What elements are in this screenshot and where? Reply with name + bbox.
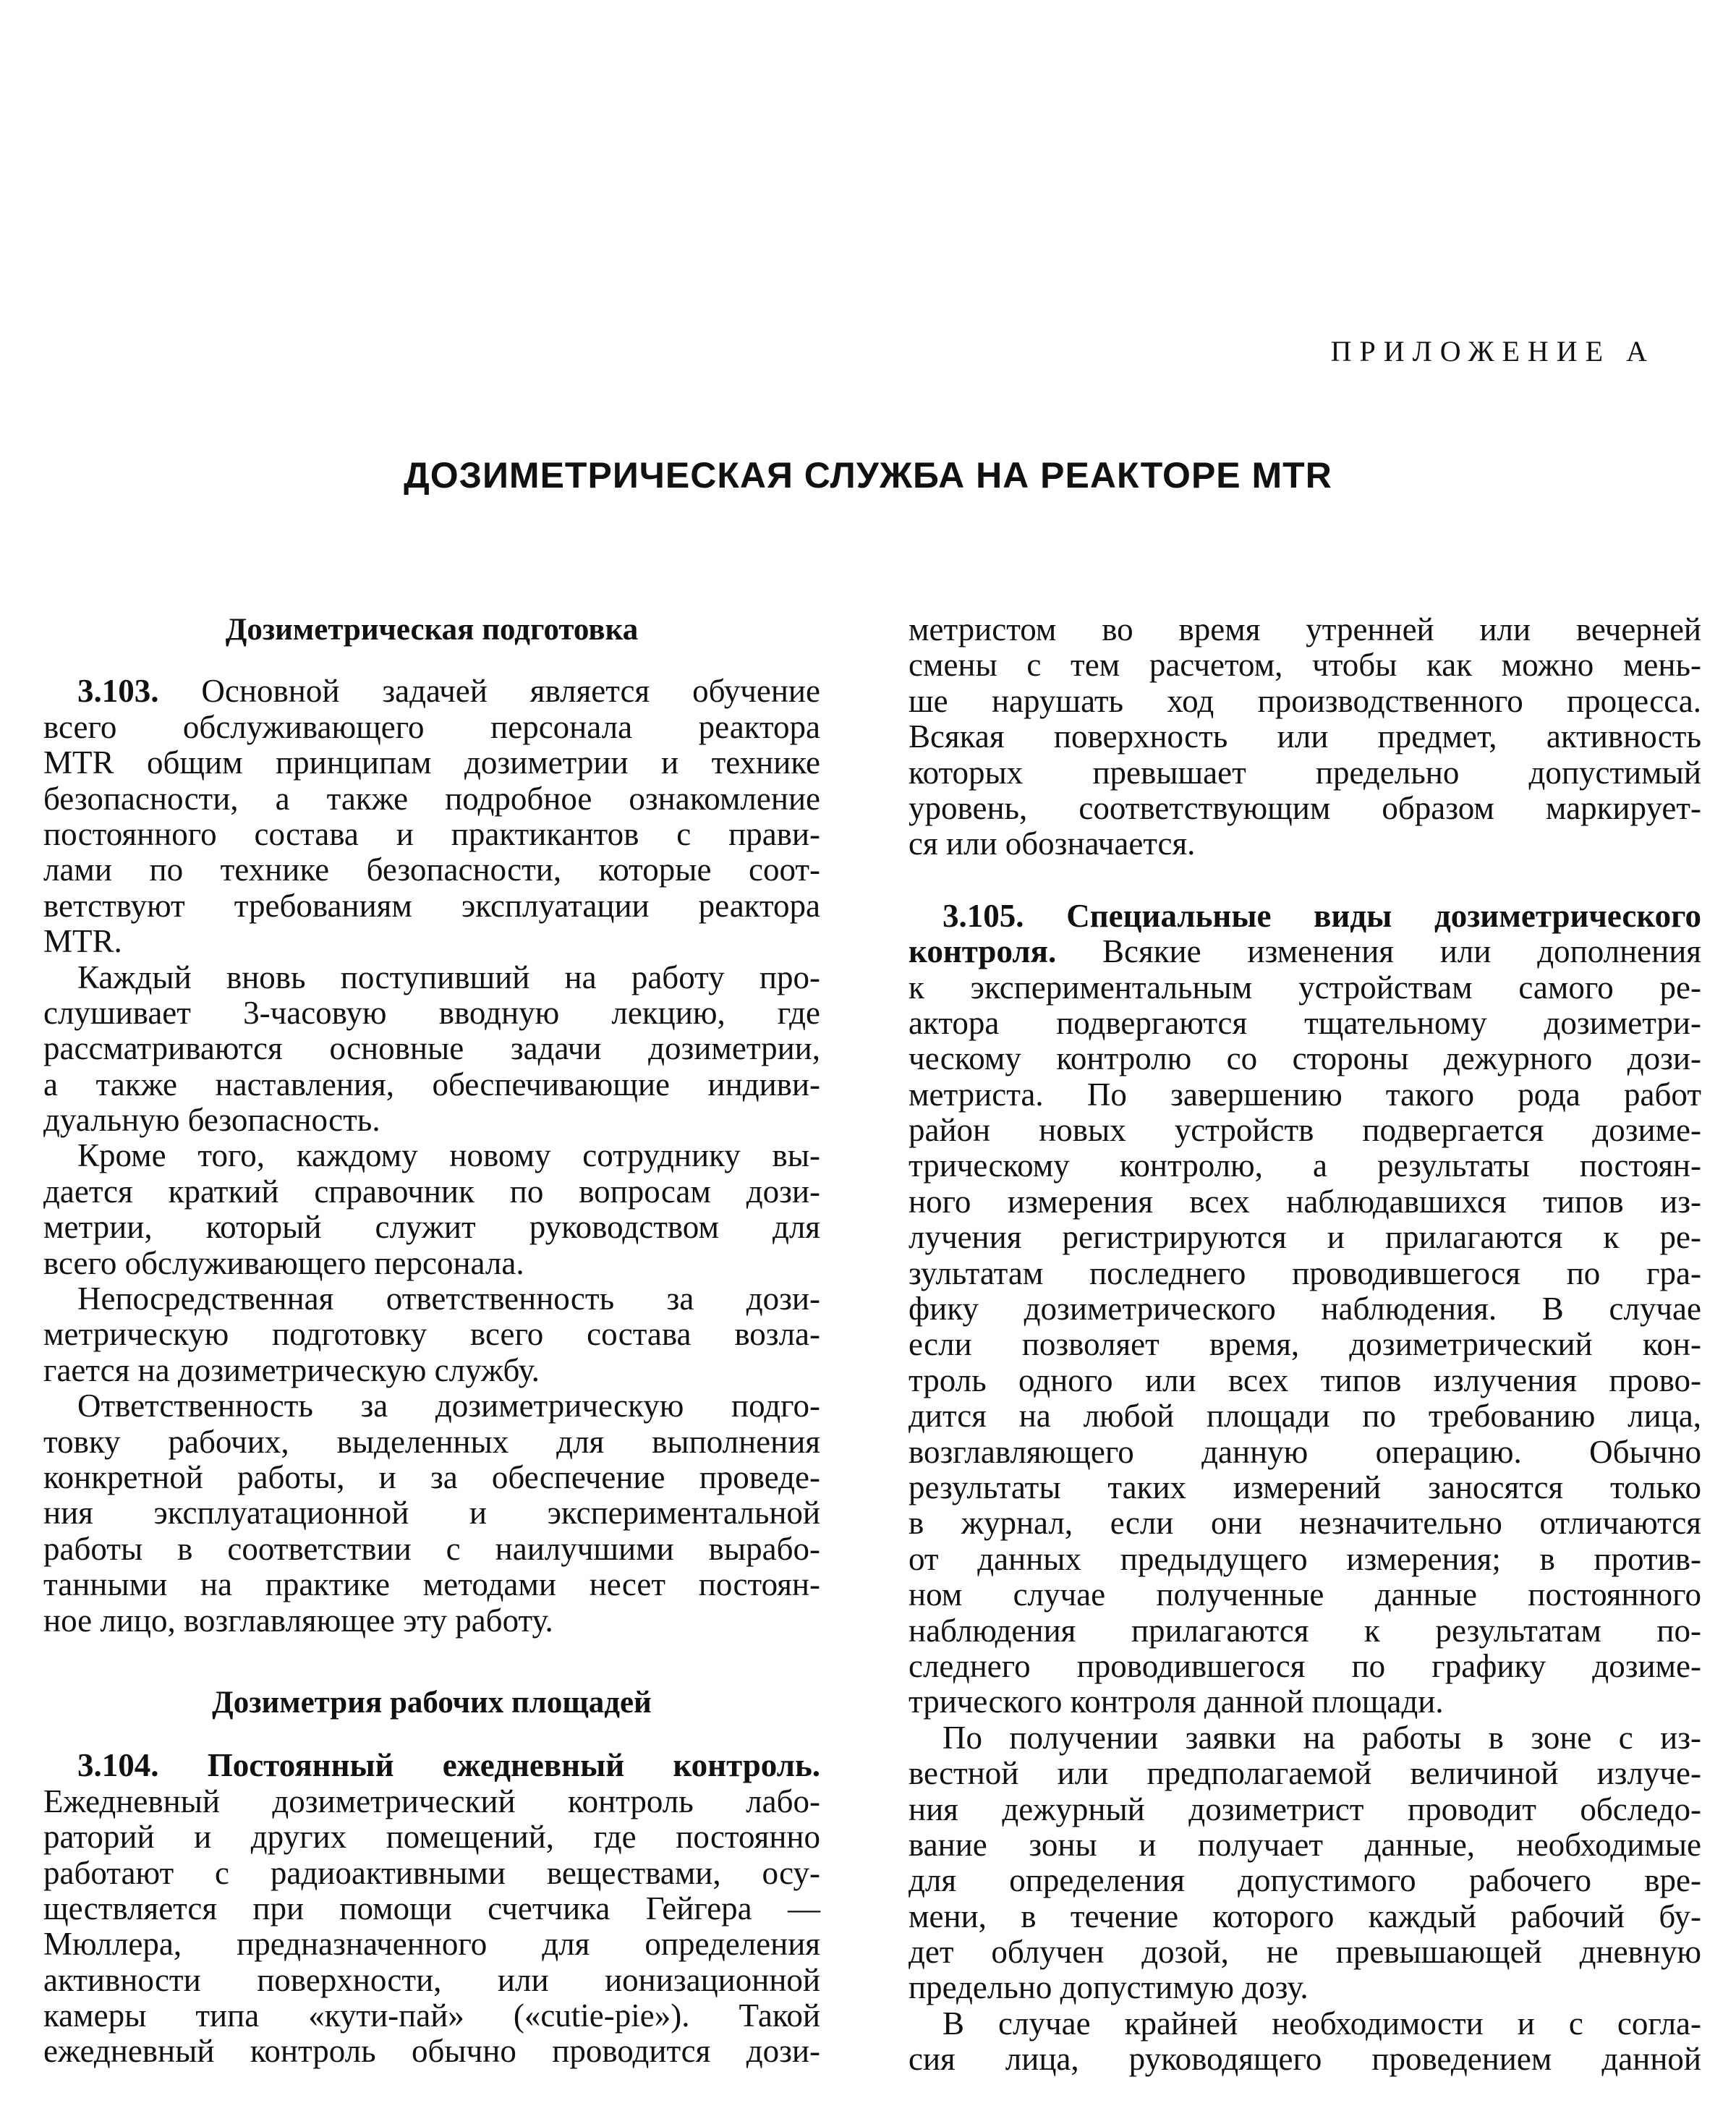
text-line [43,781,820,817]
text-line [43,1748,820,1783]
line-text: метристом во время утренней или вечерней [909,611,1701,647]
paragraph [43,1388,820,1639]
line-text: если позволяет время, дозиметрический кон- [909,1326,1701,1363]
line-text: уровень, соответствующим образом маркирует- [909,789,1701,826]
paragraph-gap [909,862,1701,899]
line-text: постоянного состава и практикантов с прави- [43,815,820,852]
line-text: дуальную безопасность. [43,1102,380,1139]
text-line [909,1863,1701,1898]
text-line [909,791,1701,826]
section-heading: Дозиметрия рабочих площадей [212,1685,652,1720]
paragraph [43,1748,820,2070]
text-line [909,1113,1701,1148]
line-text: ше нарушать ход производственного процесса. [909,682,1701,719]
text-line [909,2042,1701,2077]
text-line [909,899,1701,934]
bold-lead: 3.103. [77,673,159,710]
line-text: возглавляющего данную операцию. Обычно [909,1433,1701,1470]
line-text: вание зоны и получает данные, необходимые [909,1826,1701,1863]
text-line [43,1103,820,1138]
line-text: наблюдения прилагаются к результатам по- [909,1612,1701,1649]
line-text: танными на практике методами несет постоян- [43,1566,820,1603]
line-text: Непосредственная ответственность за дози- [77,1280,820,1317]
line-text: рассматриваются основные задачи дозиметрии, [43,1030,820,1067]
text-line [909,1363,1701,1398]
line-text: Всякая поверхность или предмет, активность [909,718,1701,755]
line-text: следнего проводившегося по графику дозиме- [909,1647,1701,1684]
line-text: MTR общим принципам дозиметрии и технике [43,744,820,781]
line-text: Мюллера, предназначенного для определения [43,1926,820,1963]
text-line [909,1649,1701,1684]
line-text: ного измерения всех наблюдавшихся типов из- [909,1183,1701,1220]
text-line [43,1856,820,1891]
line-text: ния дежурный дозиметрист проводит обследо- [909,1790,1701,1827]
line-text: Ответственность за дозиметрическую подго- [77,1388,820,1424]
line-text: всего обслуживающего персонала. [43,1244,524,1281]
text-line [909,612,1701,647]
line-text: гается на дозиметрическую службу. [43,1351,540,1388]
text-line [909,1327,1701,1362]
line-text: Основной задачей является обучение [158,673,820,710]
text-line [43,960,820,995]
paragraph [909,1720,1701,2006]
page-title: ДОЗИМЕТРИЧЕСКАЯ СЛУЖБА НА РЕАКТОРЕ MTR [404,455,1332,496]
text-line [43,852,820,888]
text-line [43,1567,820,1602]
text-line [909,2006,1701,2042]
text-line [909,647,1701,683]
line-text: результаты таких измерений заносятся только [909,1469,1701,1505]
line-text: метриста. По завершению такого рода работ [909,1076,1701,1113]
appendix-label: ПРИЛОЖЕНИЕ А [1330,335,1655,368]
line-text: работы в соответствии с наилучшими вырабо- [43,1530,820,1567]
text-line [43,1388,820,1424]
line-text: мени, в течение которого каждый рабочий бу- [909,1898,1701,1934]
text-line [43,1281,820,1317]
text-line [43,1424,820,1460]
text-line [43,2034,820,2069]
line-text: ежедневный контроль обычно проводится дози- [43,2033,820,2070]
text-line [909,1542,1701,1577]
text-line [909,1505,1701,1541]
text-line [43,1495,820,1531]
line-text: активности поверхности, или ионизационной [43,1961,820,1998]
line-text: фику дозиметрического наблюдения. В случае [909,1291,1701,1328]
right-column [909,612,1701,2078]
line-text: актора подвергаются тщательному дозиметри- [909,1004,1701,1041]
line-text: товку рабочих, выделенных для выполнения [43,1423,820,1460]
text-line [43,674,820,709]
line-text: слушивает 3-часовую вводную лекцию, где [43,994,820,1031]
text-line [909,1041,1701,1076]
paragraph [43,1281,820,1388]
line-text: предельно допустимую дозу. [909,1969,1309,2006]
paragraph [909,899,1701,1720]
text-line [909,1220,1701,1255]
text-line [909,1435,1701,1470]
text-line [909,1934,1701,1970]
paragraph [43,1138,820,1281]
text-line [909,1006,1701,1041]
line-text: лами по технике безопасности, которые соот- [43,851,820,888]
text-line [909,1720,1701,1756]
text-line [909,826,1701,862]
text-line [909,1684,1701,1720]
line-text: вестной или предполагаемой величиной излуче- [909,1755,1701,1792]
paragraph [43,674,820,959]
line-text: смены с тем расчетом, чтобы как можно мень- [909,647,1701,684]
paragraph [909,2006,1701,2078]
line-text: зультатам последнего проводившегося по гра- [909,1254,1701,1291]
text-line [909,719,1701,755]
line-text: Кроме того, каждому новому сотруднику вы- [77,1137,820,1174]
text-line [909,1470,1701,1505]
text-line [43,1317,820,1352]
text-line [43,1460,820,1495]
text-line [43,995,820,1031]
line-text: дится на любой площади по требованию лица, [909,1398,1701,1435]
line-text: Ежедневный дозиметрический контроль лабо- [43,1783,820,1819]
text-line [43,1031,820,1066]
line-text: метрическую подготовку всего состава возла- [43,1316,820,1353]
text-line [43,1784,820,1819]
line-text: В случае крайней необходимости и с согла- [943,2005,1701,2042]
text-line [43,1210,820,1245]
text-line [43,1891,820,1927]
text-line [43,1067,820,1103]
line-text: безопасности, а также подробное ознакомление [43,780,820,817]
line-text: трического контроля данной площади. [909,1683,1444,1720]
text-line [909,755,1701,791]
text-line [909,1077,1701,1113]
text-line [909,684,1701,719]
line-text: камеры типа «кути-пай» («cutie-pie»). Такой [43,1997,820,2034]
text-line [43,1353,820,1388]
text-line [909,1148,1701,1184]
left-column [43,612,820,2070]
line-text: Всякие изменения или дополнения [1056,933,1701,970]
text-line [909,1577,1701,1613]
text-line [909,1256,1701,1291]
line-text: ное лицо, возглавляющее эту работу. [43,1602,553,1639]
text-line [43,1963,820,1998]
line-text: MTR. [43,923,122,960]
text-line [43,888,820,924]
line-text: Каждый вновь поступивший на работу про- [77,959,820,995]
text-line [43,1927,820,1962]
line-text: всего обслуживающего персонала реактора [43,708,820,745]
bold-lead: контроля. [909,933,1057,970]
text-line [43,745,820,781]
bold-lead: 3.104. Постоянный ежедневный контроль. [77,1747,820,1784]
text-line [43,1174,820,1210]
line-text: для определения допустимого рабочего вре- [909,1862,1701,1899]
text-line [909,1899,1701,1934]
line-text: от данных предыдущего измерения; в против- [909,1540,1701,1577]
line-text: метрии, который служит руководством для [43,1209,820,1246]
text-line [43,1138,820,1173]
line-text: конкретной работы, и за обеспечение проведе- [43,1459,820,1495]
text-line [909,1291,1701,1327]
line-text: раторий и других помещений, где постоянно [43,1819,820,1856]
line-text: а также наставления, обеспечивающие индиви- [43,1066,820,1103]
line-text: ветствуют требованиям эксплуатации реактора [43,887,820,924]
bold-lead: 3.105. Специальные виды дозиметрического [943,897,1701,934]
text-line [909,970,1701,1006]
text-line [909,1756,1701,1791]
text-line [43,817,820,852]
text-line [909,1613,1701,1649]
line-text: район новых устройств подвергается дозиме- [909,1112,1701,1149]
line-text: работают с радиоактивными веществами, осу- [43,1854,820,1891]
line-text: ся или обозначается. [909,825,1196,862]
text-line [909,934,1701,969]
paragraph [909,612,1701,862]
text-line [43,1603,820,1639]
text-line [43,710,820,745]
text-line [43,1998,820,2034]
line-text: ческому контролю со стороны дежурного дози- [909,1040,1701,1077]
line-text: По получении заявки на работы в зоне с из- [943,1719,1701,1756]
text-line [43,1246,820,1281]
text-line [909,1184,1701,1220]
line-text: трическому контролю, а результаты постоян- [909,1147,1701,1184]
line-text: дет облучен дозой, не превышающей дневную [909,1934,1701,1971]
text-line [909,1970,1701,2005]
line-text: лучения регистрируются и прилагаются к ре- [909,1219,1701,1256]
text-line [909,1398,1701,1434]
paragraph [43,960,820,1139]
section-heading: Дозиметрическая подготовка [225,613,639,647]
text-line [43,1532,820,1567]
line-text: сия лица, руководящего проведением данной [909,2041,1701,2078]
line-text: троль одного или всех типов излучения прово- [909,1362,1701,1398]
text-line [43,924,820,959]
line-text: ществляется при помощи счетчика Гейгера — [43,1890,820,1927]
text-line [43,1819,820,1855]
line-text: ния эксплуатационной и экспериментальной [43,1495,820,1532]
line-text: которых превышает предельно допустимый [909,754,1701,791]
line-text: в журнал, если они незначительно отличаются [909,1505,1701,1542]
text-line [909,1792,1701,1827]
line-text: ном случае полученные данные постоянного [909,1576,1701,1613]
text-line [909,1827,1701,1863]
line-text: к экспериментальным устройствам самого ре- [909,969,1701,1006]
line-text: дается краткий справочник по вопросам дози- [43,1173,820,1210]
